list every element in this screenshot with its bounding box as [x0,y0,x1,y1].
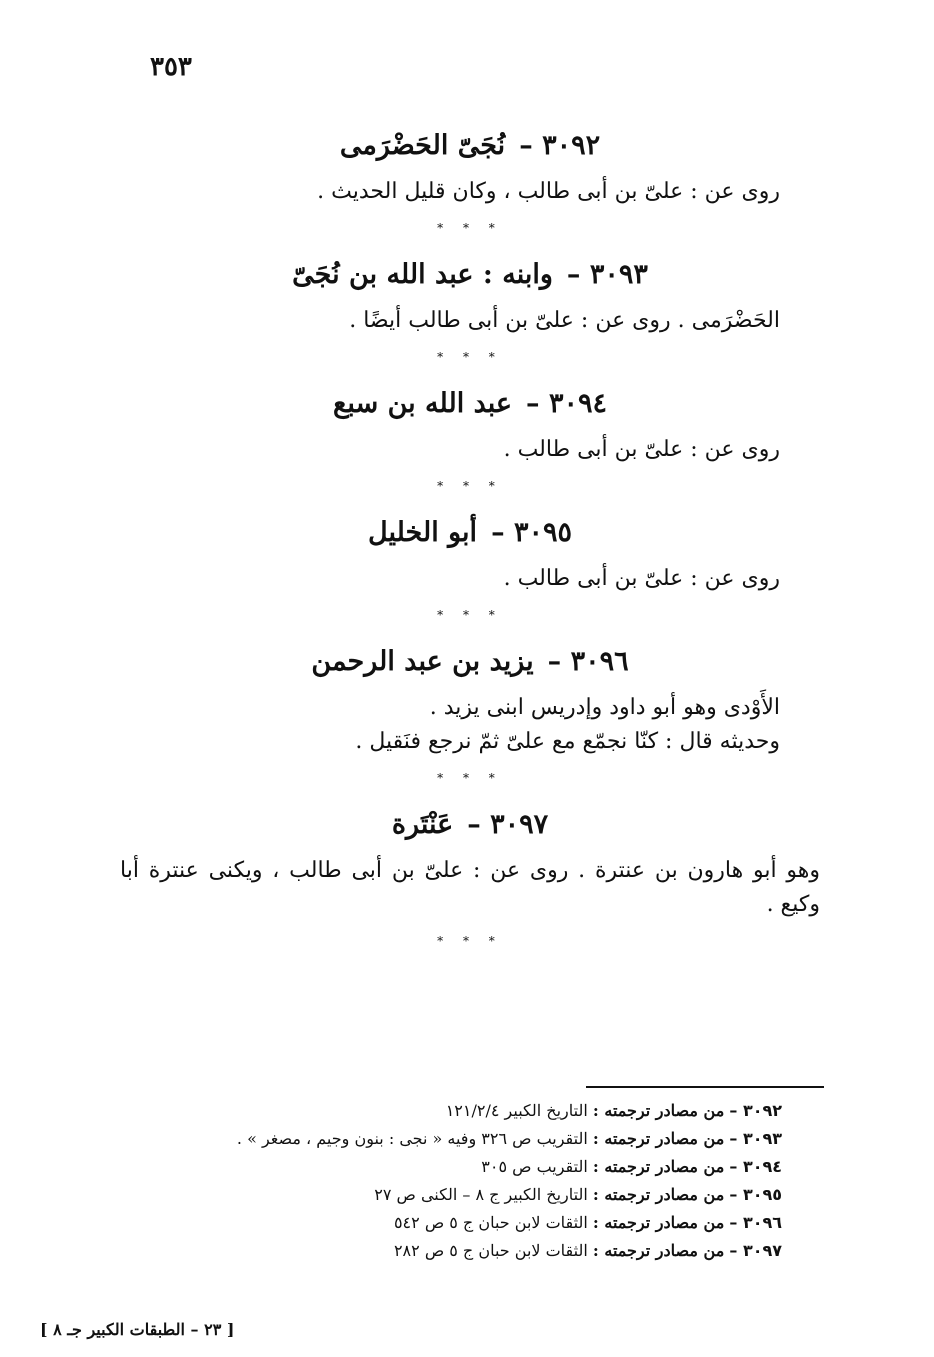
footnote-number: ٣٠٩٦ – [729,1213,782,1232]
footnote-text: الثقات لابن حبان ج ٥ ص ٢٨٢ [393,1241,588,1260]
entry [120,388,820,467]
entry-text: وهو أبو هارون بن عنترة . روى عن : علىّ بن أبى طالب ، ويكنى عنترة أبا وكيع . [120,858,820,917]
entry-text: روى عن : علىّ بن أبى طالب . [503,566,780,591]
entry-text: روى عن : علىّ بن أبى طالب . [503,437,780,462]
footnote [110,1153,782,1181]
entry-title: يزيد بن عبد الرحمن [311,646,534,677]
entry-heading [120,130,820,161]
entry-heading [120,517,820,548]
entry-heading [120,388,820,419]
entries-list [120,130,820,972]
footnote-number: ٣٠٩٢ – [729,1101,782,1120]
footnote-number: ٣٠٩٧ – [729,1241,782,1260]
entry-title: أبو الخليل [368,517,478,548]
footnote [110,1125,782,1153]
separator: * * * [437,608,503,622]
entry-title: وابنه : عبد الله بن نُجَىّ [292,259,553,290]
footnote-text: التقريب ص ٣٢٦ وفيه « نجى : بنون وجيم ، مصغر » . [236,1129,588,1148]
entry [120,259,820,338]
entry-text: وحديثه قال : كنّا نجمّع مع علىّ ثمّ نرجع فنَقيل . [355,729,780,754]
footnote-text: الثقات لابن حبان ج ٥ ص ٥٤٢ [393,1213,588,1232]
footnote [110,1237,782,1265]
entry-title: نُجَىّ الحَضْرَمى [339,130,506,161]
entry-title: عَنْتَرة [391,809,454,840]
footnote-label: من مصادر ترجمته : [592,1129,725,1148]
entry [120,130,820,209]
entry-text: الأَوْدى وهو أبو داود وإدريس ابنى يزيد . [429,695,780,720]
entry-number: ٣٠٩٦ – [547,646,629,677]
entry-number: ٣٠٩٥ – [491,517,572,548]
footnote-number: ٣٠٩٤ – [729,1157,782,1176]
separator: * * * [437,479,503,493]
footnote-label: من مصادر ترجمته : [592,1157,725,1176]
footnote-text: التاريخ الكبير ١٢١/٢/٤ [445,1101,588,1120]
footnote-label: من مصادر ترجمته : [592,1241,725,1260]
entry-title: عبد الله بن سبع [333,388,513,419]
footnote-number: ٣٠٩٣ – [729,1129,782,1148]
separator: * * * [437,350,503,364]
footnote-label: من مصادر ترجمته : [592,1185,725,1204]
footnote-rule [586,1086,824,1088]
entry-text: روى عن : علىّ بن أبى طالب ، وكان قليل الحديث . [317,179,780,204]
entry-number: ٣٠٩٧ – [467,809,549,840]
footnote [110,1097,782,1125]
footnote [110,1181,782,1209]
page-number: ٣٥٣ [150,52,192,82]
footnote-label: من مصادر ترجمته : [592,1101,725,1120]
entry-heading [120,809,820,840]
entry-heading [120,259,820,290]
separator: * * * [437,771,503,785]
entry-number: ٣٠٩٣ – [566,259,648,290]
signature-mark: [ ٢٣ – الطبقات الكبير جـ ٨ ] [40,1320,235,1339]
footnote-label: من مصادر ترجمته : [592,1213,725,1232]
separator: * * * [437,221,503,235]
footnote-text: التاريخ الكبير ج ٨ – الكنى ص ٢٧ [374,1185,588,1204]
footnote-number: ٣٠٩٥ – [729,1185,782,1204]
entry-text: الحَضْرَمى . روى عن : علىّ بن أبى طالب أيضًا . [349,308,780,333]
entry-number: ٣٠٩٢ – [519,130,601,161]
entry [120,809,820,922]
entry [120,646,820,759]
footnote-text: التقريب ص ٣٠٥ [481,1157,588,1176]
separator: * * * [437,934,503,948]
entry-heading [120,646,820,677]
footnotes [110,1097,782,1265]
footnote [110,1209,782,1237]
entry [120,517,820,596]
entry-number: ٣٠٩٤ – [526,388,607,419]
